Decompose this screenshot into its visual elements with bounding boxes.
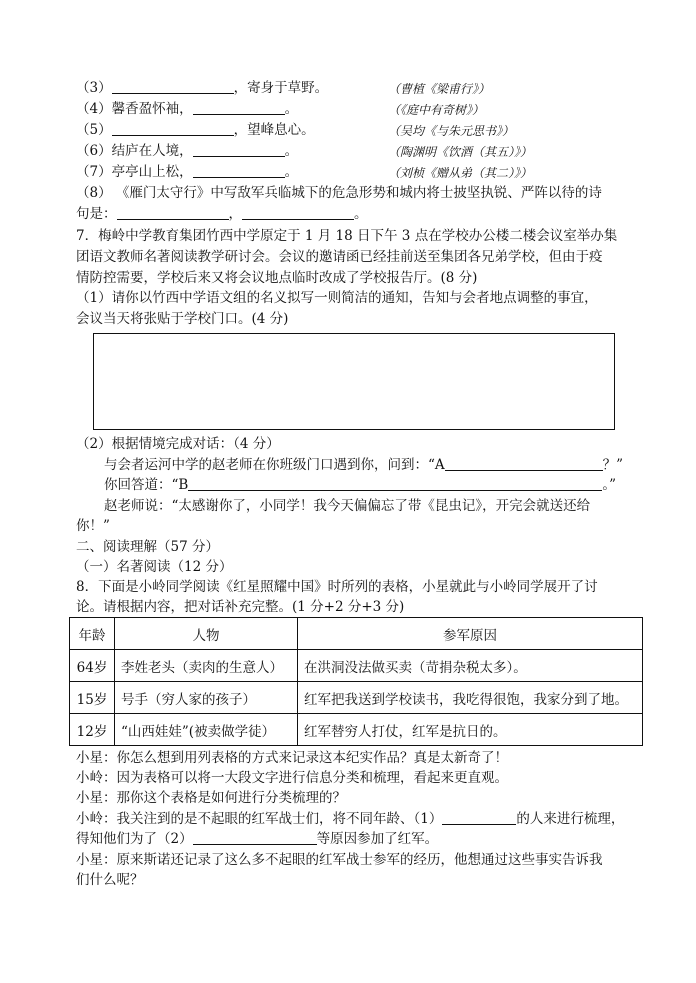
poem-line-5 — [76, 120, 315, 141]
section-title: 二、阅读理解（57 分） — [76, 539, 219, 555]
dialog-line-b — [104, 475, 616, 496]
answer-blank[interactable] — [242, 205, 354, 220]
answer-blank[interactable] — [442, 810, 516, 825]
poem-line-7 — [76, 162, 298, 183]
poem-text: ，望峰息心。 — [233, 122, 315, 138]
table-header-row — [70, 618, 643, 650]
poem-source: （吴均《与朱元思书》） — [388, 124, 515, 138]
table-cell: 红军替穷人打仗，红军是抗日的。 — [298, 714, 643, 746]
notice-writing-box[interactable] — [93, 333, 615, 430]
dialogue-line-blank-2 — [76, 829, 438, 850]
poem-source: （曹植《梁甫行》） — [388, 82, 491, 96]
answer-blank[interactable] — [445, 456, 603, 471]
subsection-title: （一）名著阅读（12 分） — [76, 559, 233, 575]
poem-number: （3） — [76, 80, 112, 96]
dialogue-line: 小星：那你这个表格是如何进行分类梳理的？ — [76, 790, 346, 806]
dialogue-text: 的人来进行梳理， — [516, 811, 625, 827]
poem-text: 馨香盈怀袖， — [111, 101, 193, 117]
dialog-text: 与会者运河中学的赵老师在你班级门口遇到你，问到：“A — [104, 457, 445, 473]
table-cell: 15岁 — [70, 682, 115, 714]
poem-q8-end: 。 — [354, 206, 368, 222]
table-cell: 64岁 — [70, 650, 115, 682]
poem-text: 。 — [284, 101, 299, 117]
poem-text: 亭亭山上松， — [111, 164, 193, 180]
dialog-text: 你回答道：“B — [104, 477, 189, 493]
q7-text: 情防控需要，学校后来又将会议地点临时改成了学校报告厅。(8 分) — [76, 270, 478, 286]
table-row — [70, 714, 643, 746]
answer-blank[interactable] — [193, 142, 285, 157]
dialog-text: ？” — [602, 457, 624, 473]
dialogue-line-blank-1 — [76, 809, 624, 830]
table-cell: 红军把我送到学校读书，我吃得很饱，我家分到了地。 — [298, 682, 643, 714]
poem-source: （《庭中有奇树》） — [388, 103, 485, 117]
dialog-text: 你！” — [76, 518, 110, 534]
table-row — [70, 650, 643, 682]
poem-number: （4） — [76, 101, 112, 117]
table-cell: 号手（穷人家的孩子） — [115, 682, 298, 714]
dialogue-line: 小岭：因为表格可以将一大段文字进行信息分类和梳理，看起来更直观。 — [76, 770, 508, 786]
dialogue-text: 得知他们为了（2） — [76, 831, 193, 847]
table-cell: 在洪洞没法做买卖（苛捐杂税太多）。 — [298, 650, 643, 682]
q7-text: 团语文教师名著阅读教学研讨会。会议的邀请函已经挂前送至集团各兄弟学校，但由于疫 — [76, 249, 603, 265]
q7-sub1-text: 会议当天将张贴于学校门口。(4 分) — [76, 311, 289, 327]
q7-sub2-title: （2）根据情境完成对话：（4 分） — [76, 436, 280, 452]
answer-blank[interactable] — [193, 163, 285, 178]
table-row — [70, 682, 643, 714]
table-cell: 李姓老头（卖肉的生意人） — [115, 650, 298, 682]
poem-source: （陶渊明《饮酒（其五）》） — [388, 145, 533, 159]
poem-line-6 — [76, 141, 298, 162]
table-header: 参军原因 — [298, 618, 643, 650]
dialogue-text: 等原因参加了红军。 — [316, 831, 439, 847]
poem-q8-prefix: 句是： — [76, 206, 117, 222]
dialogue-text: 小岭：我关注到的是不起眼的红军战士们，将不同年龄、（1） — [76, 811, 443, 827]
poem-number: （6） — [76, 143, 112, 159]
poem-text: 。 — [284, 143, 299, 159]
reading-table — [69, 617, 643, 746]
poem-line-4 — [76, 99, 298, 120]
table-cell: “山西娃娃”(被卖做学徒） — [115, 714, 298, 746]
q8-text: 8．下面是小岭同学阅读《红星照耀中国》时所列的表格，小星就此与小岭同学展开了讨 — [76, 579, 598, 595]
poem-q8-text: （8） 《雁门太守行》中写敌军兵临城下的危急形势和城内将士披坚执锐、严阵以待的诗 — [76, 185, 602, 201]
answer-blank[interactable] — [112, 121, 234, 136]
q7-sub1-text: （1）请你以竹西中学语文组的名义拟写一则简洁的通知，告知与会者地点调整的事宜， — [76, 290, 598, 306]
poem-text: ，寄身于草野。 — [233, 80, 329, 96]
answer-blank[interactable] — [193, 830, 317, 845]
dialogue-line: 们什么呢？ — [76, 872, 144, 888]
dialogue-line: 小星：你怎么想到用列表格的方式来记录这本纪实作品？真是太新奇了！ — [76, 750, 508, 766]
table-header: 年龄 — [70, 618, 115, 650]
dialog-line-a — [104, 455, 623, 476]
q8-text: 论。请根据内容，把对话补充完整。(1 分+2 分+3 分) — [76, 599, 405, 615]
answer-blank[interactable] — [117, 205, 229, 220]
answer-blank[interactable] — [188, 476, 602, 491]
poem-source: （刘桢《赠从弟（其二）》） — [388, 166, 533, 180]
table-header: 人物 — [115, 618, 298, 650]
dialog-text: 。” — [602, 477, 616, 493]
poem-text: 结庐在人境， — [111, 143, 193, 159]
q7-text: 7．梅岭中学教育集团竹西中学原定于 1 月 18 日下午 3 点在学校办公楼二楼会议室举办集 — [76, 228, 618, 244]
poem-q8-sep: ， — [228, 206, 242, 222]
poem-q8-answer-line — [76, 204, 368, 225]
poem-text: 。 — [284, 164, 299, 180]
poem-number: （7） — [76, 164, 112, 180]
answer-blank[interactable] — [112, 79, 234, 94]
poem-number: （5） — [76, 122, 112, 138]
poem-line-3 — [76, 78, 328, 99]
answer-blank[interactable] — [193, 100, 285, 115]
dialog-text: 赵老师说：“太感谢你了，小同学！我今天偏偏忘了带《昆虫记》，开完会就送还给 — [104, 498, 591, 514]
table-cell: 12岁 — [70, 714, 115, 746]
dialogue-line: 小星：原来斯诺还记录了这么多不起眼的红军战士参军的经历，他想通过这些事实告诉我 — [76, 852, 603, 868]
